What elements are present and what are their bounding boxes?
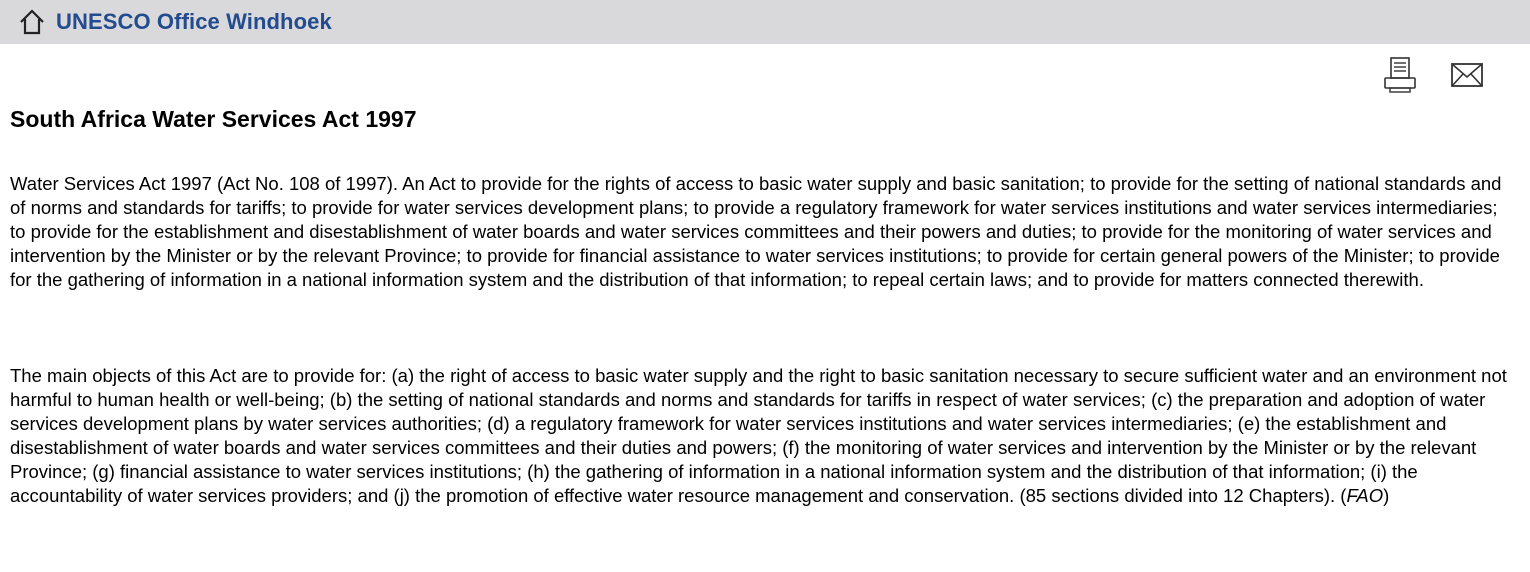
- description-paragraph: Water Services Act 1997 (Act No. 108 of 1997). An Act to provide for the rights of access to basic water supply and basic sanitation; to provide for the setting of national standards and of norms and standards for tariffs; to provide for water services development plans; to provide a regulatory framework for water services institutions and water services intermediaries; to provide for the establishment and disestablishment of water boards and water services committees and their powers and duties; to provide for the monitoring of water services and intervention by the Minister or by the relevant Province; to provide for financial assistance to water services institutions; to provide for certain general powers of the Minister; to provide for the gathering of information in a national information system and the distribution of that information; to repeal certain laws; and to provide for matters connected therewith.: [10, 173, 1502, 290]
- home-link[interactable]: [18, 8, 332, 36]
- page-title: South Africa Water Services Act 1997: [10, 106, 417, 132]
- objects-text: The main objects of this Act are to provide for: (a) the right of access to basic water supply and the right to basic sanitation necessary to secure sufficient water and an environment not harmful to human health or well-being; (b) the setting of national standards and norms and standards for tariffs in respect of water services; (c) the preparation and adoption of water services development plans by water services authorities; (d) a regulatory framework for water services institutions and water services intermediaries; (e) the establishment and disestablishment of water boards and water services committees and their duties and powers; (f) the monitoring of water services and intervention by the Minister or by the relevant Province; (g) financial assistance to water services institutions; (h) the gathering of information in a national information system and the distribution of that information; (i) the accountability of water services providers; and (j) the promotion of effective water resource management and conservation. (85 sections divided into 12 Chapters). (: [10, 365, 1507, 506]
- source-close: ): [1383, 485, 1390, 506]
- email-icon[interactable]: [1450, 60, 1484, 90]
- top-bar: [0, 0, 1530, 44]
- page-actions: [1380, 56, 1490, 96]
- print-icon[interactable]: [1382, 56, 1418, 94]
- objects-paragraph: [10, 364, 1515, 508]
- source-label: FAO: [1346, 485, 1384, 506]
- home-icon[interactable]: [18, 8, 46, 36]
- office-title[interactable]: UNESCO Office Windhoek: [56, 9, 332, 34]
